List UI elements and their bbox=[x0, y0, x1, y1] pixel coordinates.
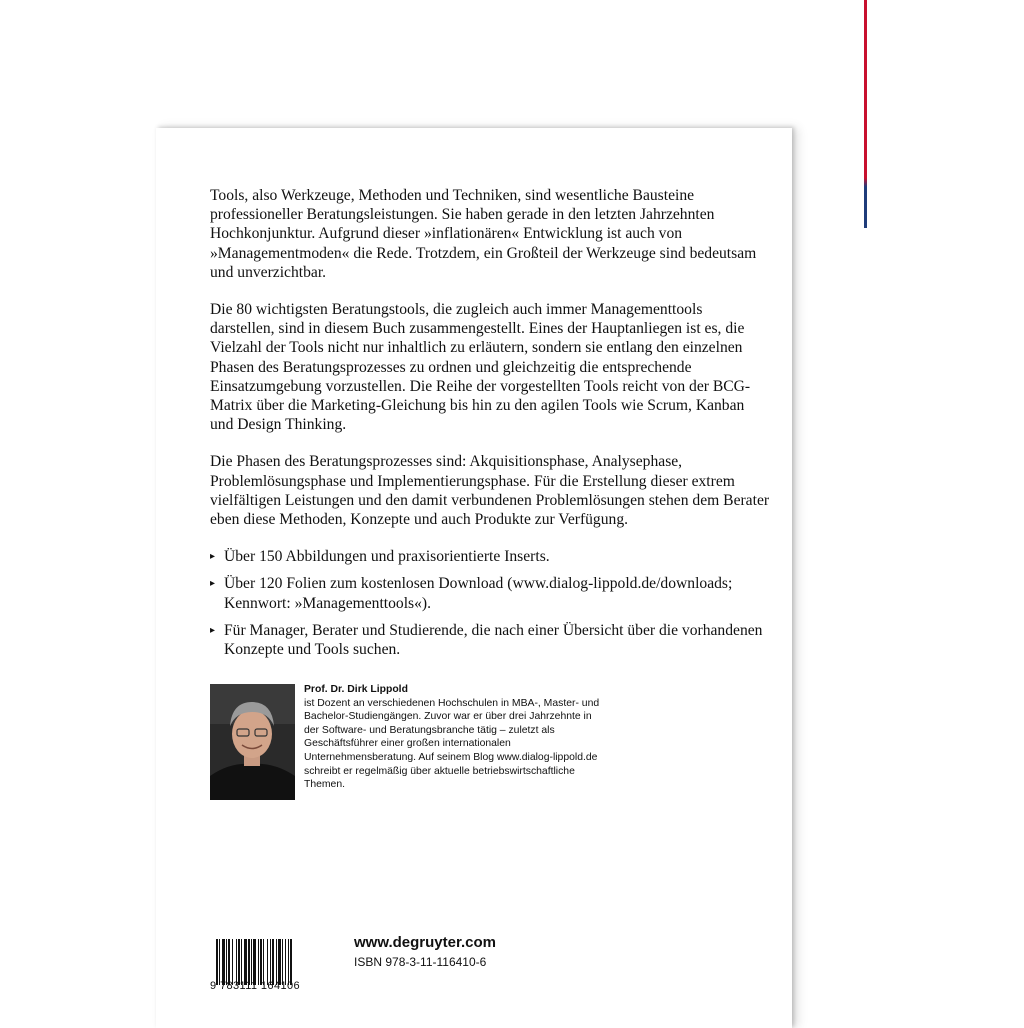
paragraph-1: Tools, also Werkzeuge, Methoden und Techniken, sind wesentliche Bausteine professioneller Beratungsleistungen. Sie haben gerade in den letzten Jahrzehnten Hochkonjunktur. Aufgrund dieser »inflationären« Entwicklung ist auch von »Managementmoden« die Rede. Trotzdem, ein Großteil der Werkzeuge sind bedeutsam und unverzichtbar. bbox=[210, 187, 757, 281]
bullet-arrow-icon: ▸ bbox=[210, 551, 216, 563]
feature-item bbox=[210, 621, 770, 659]
barcode-bars bbox=[216, 939, 328, 985]
publisher-info bbox=[354, 934, 496, 969]
feature-item bbox=[210, 547, 770, 566]
paragraph-2: Die 80 wichtigsten Beratungstools, die zugleich auch immer Managementtools darstellen, sind in diesem Buch zusammengestellt. Eines der Hauptanliegen ist es, die Vielzahl der Tools nicht nur inhaltlich zu erläutern, sondern sie entlang den einzelnen Phasen des Beratungsprozesses zu ordnen und gleichzeitig die entsprechende Einsatzumgebung vorzustellen. Die Reihe der vorgestellten Tools reicht von der BCG-Matrix über die Marketing-Gleichung bis hin zu den agilen Tools wie Scrum, Kanban und Design Thinking. bbox=[210, 301, 751, 434]
barcode-digits: 9 783111 164106 bbox=[210, 980, 301, 992]
author-bio-text: ist Dozent an verschiedenen Hochschulen in MBA-, Master- und Bachelor-Studiengängen. Zuvor war er über drei Jahrzehnte in der Software- und Beratungsbranche tätig – zuletzt als Geschäftsführer einer großen internationalen Unternehmensberatung. Auf seinem Blog www.dialog-lippold.de schreibt er regelmäßig über aktuelle betriebswirtschaftliche Themen. bbox=[304, 697, 600, 791]
paragraph-3: Die Phasen des Beratungsprozesses sind: Akquisitionsphase, Analysephase, Problemlösungsphase und Implementierungsphase. Für die Erstellung dieser extrem vielfältigen Leistungen und den damit verbundenen Problemlösungen stehen dem Berater eben diese Methoden, Konzepte und auch Produkte zur Verfügung. bbox=[210, 453, 770, 529]
feature-text: Über 120 Folien zum kostenlosen Download (www.dialog-lippold.de/downloads; Kennwort: »Managementtools«). bbox=[224, 575, 733, 612]
feature-list bbox=[210, 547, 770, 659]
book-spine-edge bbox=[864, 0, 867, 228]
author-bio bbox=[304, 683, 604, 792]
feature-item bbox=[210, 574, 770, 612]
back-cover-page bbox=[156, 128, 792, 1028]
isbn-number: ISBN 978-3-11-116410-6 bbox=[354, 955, 487, 969]
author-section bbox=[210, 684, 770, 814]
publisher-url: www.degruyter.com bbox=[354, 934, 496, 951]
bullet-arrow-icon: ▸ bbox=[210, 578, 216, 590]
author-name: Prof. Dr. Dirk Lippold bbox=[304, 684, 408, 695]
author-photo bbox=[210, 684, 295, 800]
feature-text: Für Manager, Berater und Studierende, die nach einer Übersicht über die vorhandenen Konzepte und Tools suchen. bbox=[224, 621, 763, 659]
bullet-arrow-icon: ▸ bbox=[210, 624, 216, 636]
blurb-text bbox=[210, 186, 770, 667]
feature-text: Über 150 Abbildungen und praxisorientierte Inserts. bbox=[224, 548, 550, 566]
isbn-barcode bbox=[210, 933, 334, 1003]
